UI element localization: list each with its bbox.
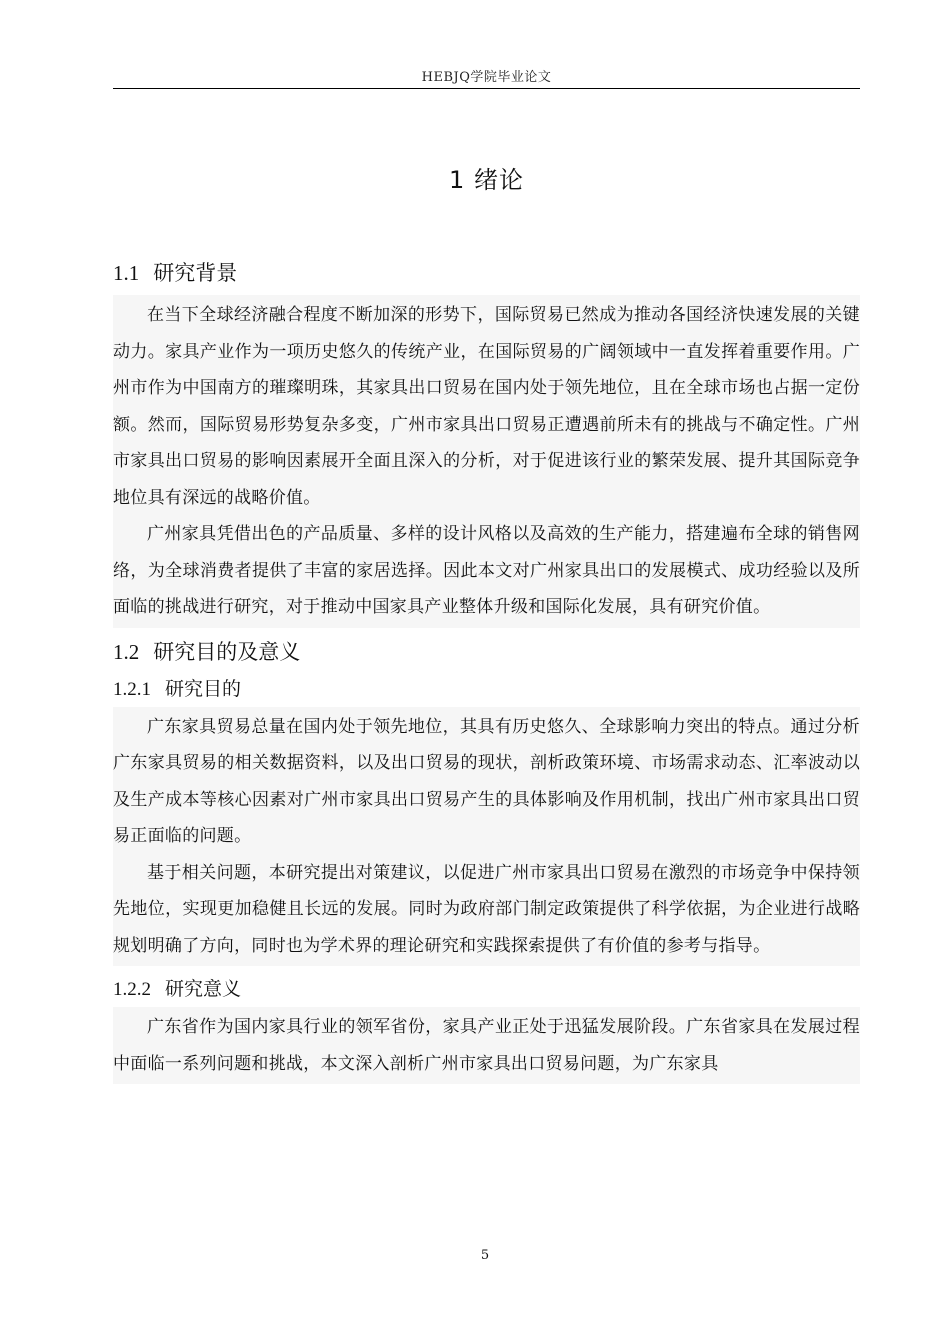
paragraph: 在当下全球经济融合程度不断加深的形势下，国际贸易已然成为推动各国经济快速发展的关键动力。家具产业作为一项历史悠久的传统产业，在国际贸易的广阔领域中一直发挥着重要作用。广州市作为中国南方的璀璨明珠，其家具出口贸易在国内处于领先地位，且在全球市场也占据一定份额。然而，国际贸易形势复杂多变，广州市家具出口贸易正遭遇前所未有的挑战与不确定性。广州市家具出口贸易的影响因素展开全面且深入的分析，对于促进该行业的繁荣发展、提升其国际竞争地位具有深远的战略价值。 xyxy=(113,305,860,508)
running-header: HEBJQ学院毕业论文 xyxy=(421,70,552,85)
paragraph: 广东家具贸易总量在国内处于领先地位，其具有历史悠久、全球影响力突出的特点。通过分析广东家具贸易的相关数据资料，以及出口贸易的现状，剖析政策环境、市场需求动态、汇率波动以及生产成本等核心因素对广州市家具出口贸易产生的具体影响及作用机制，找出广州市家具出口贸易正面临的问题。 xyxy=(113,716,860,846)
paragraph: 基于相关问题，本研究提出对策建议，以促进广州市家具出口贸易在激烈的市场竞争中保持领先地位，实现更加稳健且长远的发展。同时为政府部门制定政策提供了科学依据，为企业进行战略规划明确了方向，同时也为学术界的理论研究和实践探索提供了有价值的参考与指导。 xyxy=(113,862,860,956)
subsection-number: 1.2.2 xyxy=(113,979,151,1000)
section-title: 研究背景 xyxy=(153,261,238,285)
section-number: 1.1 xyxy=(113,261,140,285)
section-1-1-text xyxy=(113,295,860,628)
page-body xyxy=(113,150,860,1092)
section-number: 1.2 xyxy=(113,639,140,664)
section-1-2-2-text xyxy=(113,1007,860,1084)
section-heading-1-2 xyxy=(113,636,860,666)
header-rule xyxy=(113,88,860,89)
page-number: 5 xyxy=(480,1248,490,1263)
subsection-heading-1-2-2 xyxy=(113,974,860,1001)
section-title: 研究目的及意义 xyxy=(153,639,301,664)
section-heading-1-1 xyxy=(113,257,860,287)
subsection-heading-1-2-1 xyxy=(113,674,860,701)
chapter-title: 1 绪论 xyxy=(449,166,524,194)
section-1-2-1-text xyxy=(113,707,860,967)
paragraph: 广东省作为国内家具行业的领军省份，家具产业正处于迅猛发展阶段。广东省家具在发展过程中面临一系列问题和挑战，本文深入剖析广州市家具出口贸易问题，为广东家具 xyxy=(113,1017,860,1074)
subsection-title: 研究意义 xyxy=(165,978,242,1000)
paragraph: 广州家具凭借出色的产品质量、多样的设计风格以及高效的生产能力，搭建遍布全球的销售网络，为全球消费者提供了丰富的家居选择。因此本文对广州家具出口的发展模式、成功经验以及所面临的挑战进行研究，对于推动中国家具产业整体升级和国际化发展，具有研究价值。 xyxy=(113,524,860,617)
subsection-number: 1.2.1 xyxy=(113,678,151,700)
subsection-title: 研究目的 xyxy=(165,677,242,700)
